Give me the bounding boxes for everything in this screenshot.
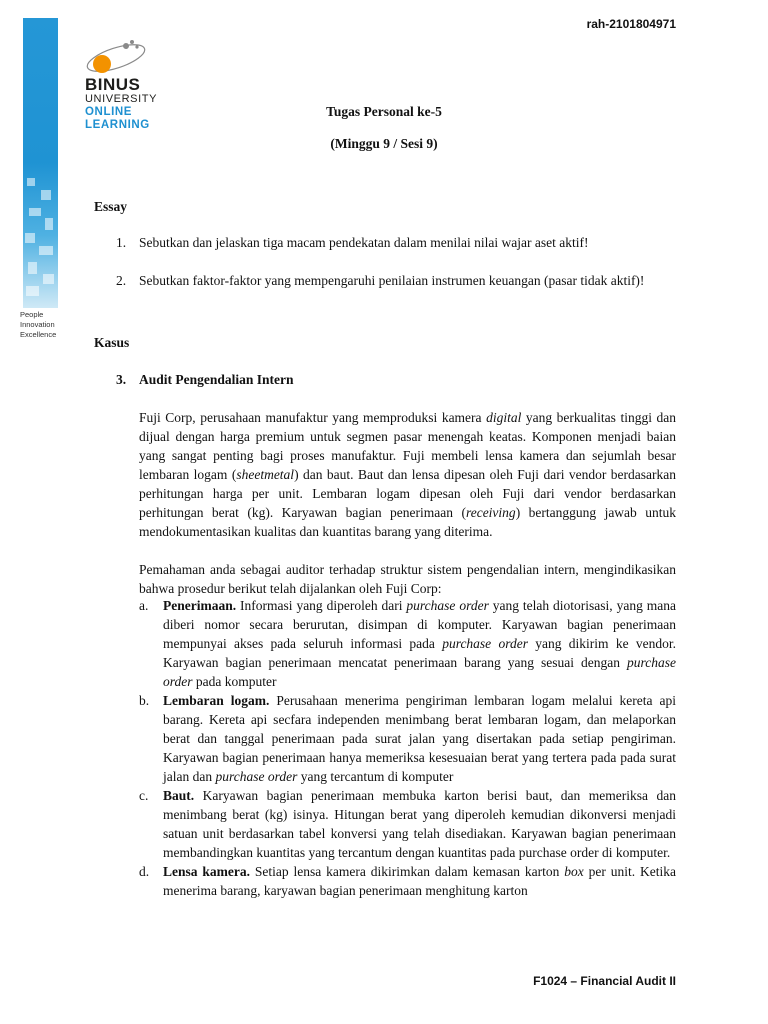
- case-title: Audit Pengendalian Intern: [139, 372, 294, 387]
- item-letter: a.: [139, 598, 149, 613]
- text-run: Karyawan bagian penerimaan membuka karton berisi baut, dan memeriksa dan menimbang berat (kg) isinya. Hitungan berat yang diperoleh kemudian dikonversi menjadi satuan unit berdasarkan tabel konversi yang telah disediakan. Karyawan bagian penerimaan membandingkan kuantitas yang tercantum dengan kuantitas pada purchase order di komputer.: [163, 788, 676, 860]
- course-footer: F1024 – Financial Audit II: [533, 974, 676, 988]
- binus-logo: [76, 36, 196, 136]
- logo-university: UNIVERSITY: [85, 93, 158, 105]
- item-letter: c.: [139, 788, 149, 803]
- procedure-list: [139, 596, 676, 900]
- assignment-title: Tugas Personal ke-5: [326, 104, 442, 119]
- text-run: ) dan baut. Baut dan lensa dipesan oleh Fuji dari vendor berdasarkan perhitungan harga per unit. Lembaran logam dipesan oleh Fuji dari vendor berdasarkan perhitungan berat (kg). Karyawan bagian penerimaan (: [139, 467, 677, 520]
- question-text: Sebutkan dan jelaskan tiga macam pendekatan dalam menilai nilai wajar aset aktif!: [139, 235, 589, 250]
- list-item: [139, 862, 676, 900]
- question-number: 1.: [116, 235, 127, 250]
- assignment-session: (Minggu 9 / Sesi 9): [330, 136, 438, 151]
- list-item: [139, 786, 676, 862]
- text-run: yang tercantum di komputer: [297, 769, 454, 784]
- item-letter: b.: [139, 693, 150, 708]
- student-id: rah-2101804971: [586, 17, 676, 31]
- tagline-innovation: Innovation: [20, 320, 55, 329]
- kasus-heading: Kasus: [94, 335, 130, 350]
- question-1: [116, 230, 676, 256]
- italic-run: purchase order: [163, 655, 676, 689]
- italic-run: box: [564, 864, 584, 879]
- italic-run: purchase order: [215, 769, 298, 784]
- decorative-strip: [23, 18, 58, 308]
- item-letter: d.: [139, 864, 150, 879]
- essay-heading: Essay: [94, 199, 128, 214]
- text-run: yang berkualitas tinggi dan dijual dengan harga premium untuk segmen pasar menengah keatas. Komponen menjadi baian yang sangat penting bagi proses manufaktur. Fuji membeli lensa kamera dan sejumlah besar lembaran logam (: [139, 410, 676, 482]
- item-label: Lembaran logam.: [163, 693, 270, 708]
- text-run: Perusahaan menerima pengiriman lembaran logam melalui kereta api barang. Kereta api secfara independen menimbang berat lembaran logam, dan melaporkan berat dan tanggal penerimaan pada surat jalan yang disertakan pada setiap pengiriman. Karyawan bagian penerimaan hanya memeriksa kesesuaian berat yang tertera pada pada surat jalan dan: [163, 693, 676, 784]
- item-label: Lensa kamera.: [163, 864, 251, 879]
- text-run: ) bertanggung jawab untuk mendokumentasikan kualitas dan kuantitas barang yang diterima.: [139, 505, 676, 539]
- tagline: [20, 310, 56, 340]
- text-run: Fuji Corp, perusahaan manufaktur yang memproduksi kamera: [139, 410, 487, 425]
- italic-run: purchase order: [406, 598, 489, 613]
- list-item: [139, 596, 676, 691]
- italic-run: sheetmetal: [236, 467, 295, 482]
- text-run: Informasi yang diperoleh dari: [236, 598, 407, 613]
- case-number: 3.: [116, 372, 127, 387]
- list-item: [139, 691, 676, 786]
- case-paragraph-2: Pemahaman anda sebagai auditor terhadap struktur sistem pengendalian intern, mengindikasikan bahwa prosedur berikut telah dijalankan oleh Fuji Corp:: [139, 562, 676, 596]
- logo-online: ONLINE: [85, 106, 133, 118]
- text-run: pada komputer: [192, 674, 277, 689]
- question-text: Sebutkan faktor-faktor yang mempengaruhi penilaian instrumen keuangan (pasar tidak aktif)!: [139, 273, 645, 288]
- italic-run: digital: [486, 410, 522, 425]
- case-paragraph-1: [139, 408, 676, 541]
- logo-brand: BINUS: [85, 75, 141, 94]
- text-run: yang telah diotorisasi, yang mana diberi nomor secara berurutan, disimpan di komputer. Karyawan bagian penerimaan mempunyai akses pada seluruh informasi pada: [163, 598, 676, 651]
- tagline-excellence: Excellence: [20, 330, 57, 339]
- logo-learning: LEARNING: [85, 119, 150, 131]
- italic-run: purchase order: [442, 636, 528, 651]
- case-heading: [116, 372, 294, 388]
- item-label: Penerimaan.: [163, 598, 237, 613]
- item-label: Baut.: [163, 788, 195, 803]
- text-run: yang dikirim ke vendor. Karyawan bagian penerimaan mencatat penerimaan barang yang sesuai dengan: [163, 636, 676, 670]
- text-run: per unit. Ketika menerima barang, karyawan bagian penerimaan menghitung karton: [163, 864, 677, 898]
- italic-run: receiving: [465, 505, 516, 520]
- question-2: [116, 268, 676, 294]
- question-number: 2.: [116, 273, 127, 288]
- tagline-people: People: [20, 310, 44, 319]
- text-run: Setiap lensa kamera dikirimkan dalam kemasan karton: [250, 864, 565, 879]
